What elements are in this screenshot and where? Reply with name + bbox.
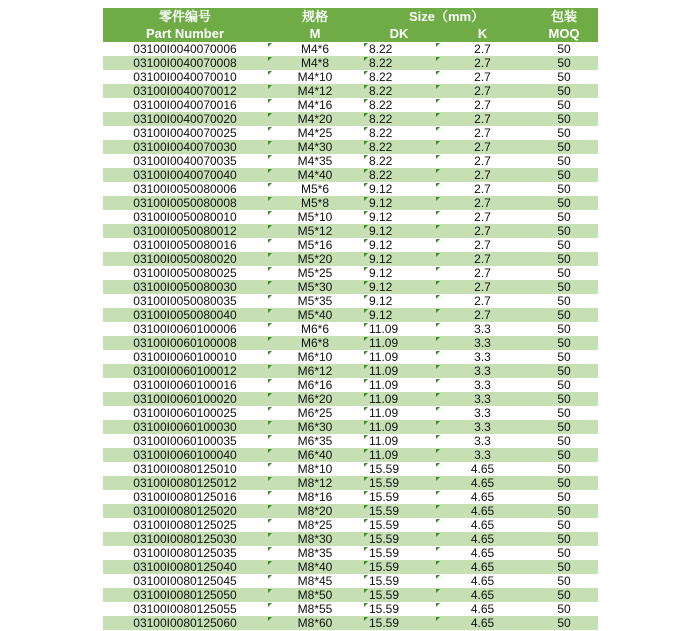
cell-dk[interactable]: 15.59 [363,616,435,630]
cell-dk[interactable]: 11.09 [363,392,435,406]
cell-dk[interactable]: 9.12 [363,266,435,280]
cell-dk[interactable]: 11.09 [363,434,435,448]
table-row [103,378,598,392]
cell-spec[interactable]: M6*8 [267,336,363,350]
cell-k[interactable]: 2.7 [435,126,530,140]
cell-moq[interactable]: 50 [530,238,598,252]
cell-k[interactable]: 3.3 [435,420,530,434]
table-row [103,182,598,196]
cell-moq[interactable]: 50 [530,84,598,98]
cell-moq[interactable]: 50 [530,616,598,630]
cell-dk[interactable]: 8.22 [363,70,435,84]
cell-k[interactable]: 2.7 [435,140,530,154]
cell-moq[interactable]: 50 [530,350,598,364]
table-row [103,602,598,616]
table-row [103,168,598,182]
cell-k[interactable]: 3.3 [435,336,530,350]
cell-dk[interactable]: 9.12 [363,294,435,308]
cell-part-number[interactable]: 03100I0080125060 [103,616,267,630]
cell-part-number[interactable]: 03100I0050080010 [103,210,267,224]
cell-k[interactable]: 2.7 [435,224,530,238]
table-row [103,70,598,84]
cell-moq[interactable]: 50 [530,406,598,420]
cell-dk[interactable]: 11.09 [363,350,435,364]
cell-k[interactable]: 4.65 [435,462,530,476]
cell-moq[interactable]: 50 [530,588,598,602]
cell-moq[interactable]: 50 [530,56,598,70]
table-row [103,364,598,378]
table-row [103,322,598,336]
cell-spec[interactable]: M6*40 [267,448,363,462]
cell-spec[interactable]: M8*30 [267,532,363,546]
cell-k[interactable]: 4.65 [435,476,530,490]
cell-moq[interactable]: 50 [530,532,598,546]
table-row [103,294,598,308]
cell-moq[interactable]: 50 [530,322,598,336]
cell-moq[interactable]: 50 [530,140,598,154]
cell-part-number[interactable]: 03100I0050080020 [103,252,267,266]
table-row [103,420,598,434]
cell-spec[interactable]: M5*12 [267,224,363,238]
cell-dk[interactable]: 9.12 [363,252,435,266]
header-dk: DK [363,25,435,42]
cell-part-number[interactable]: 03100I0080125035 [103,546,267,560]
cell-spec[interactable]: M5*8 [267,196,363,210]
cell-part-number[interactable]: 03100I0060100010 [103,350,267,364]
cell-spec[interactable]: M6*25 [267,406,363,420]
cell-part-number[interactable]: 03100I0050080012 [103,224,267,238]
cell-k[interactable]: 4.65 [435,546,530,560]
cell-dk[interactable]: 9.12 [363,238,435,252]
cell-part-number[interactable]: 03100I0040070035 [103,154,267,168]
cell-moq[interactable]: 50 [530,252,598,266]
cell-spec[interactable]: M5*10 [267,210,363,224]
cell-spec[interactable]: M5*6 [267,182,363,196]
table-row [103,406,598,420]
table-row [103,154,598,168]
cell-moq[interactable]: 50 [530,490,598,504]
cell-spec[interactable]: M4*40 [267,168,363,182]
cell-dk[interactable]: 11.09 [363,336,435,350]
cell-spec[interactable]: M6*30 [267,420,363,434]
cell-dk[interactable]: 8.22 [363,154,435,168]
cell-part-number[interactable]: 03100I0040070030 [103,140,267,154]
cell-k[interactable]: 4.65 [435,532,530,546]
cell-part-number[interactable]: 03100I0080125016 [103,490,267,504]
cell-spec[interactable]: M4*16 [267,98,363,112]
cell-k[interactable]: 4.65 [435,602,530,616]
cell-dk[interactable]: 11.09 [363,322,435,336]
table-row [103,266,598,280]
cell-dk[interactable]: 8.22 [363,84,435,98]
table-row [103,210,598,224]
table-row [103,350,598,364]
table-row [103,546,598,560]
header-moq: MOQ [530,25,598,42]
cell-part-number[interactable]: 03100I0050080035 [103,294,267,308]
cell-moq[interactable]: 50 [530,182,598,196]
table-row [103,308,598,322]
cell-k[interactable]: 2.7 [435,70,530,84]
cell-part-number[interactable]: 03100I0060100030 [103,420,267,434]
table-row [103,280,598,294]
cell-moq[interactable]: 50 [530,168,598,182]
cell-k[interactable]: 3.3 [435,322,530,336]
cell-part-number[interactable]: 03100I0040070040 [103,168,267,182]
cell-moq[interactable]: 50 [530,462,598,476]
cell-spec[interactable]: M8*45 [267,574,363,588]
cell-part-number[interactable]: 03100I0040070025 [103,126,267,140]
cell-spec[interactable]: M4*30 [267,140,363,154]
cell-moq[interactable]: 50 [530,392,598,406]
cell-moq[interactable]: 50 [530,364,598,378]
cell-spec[interactable]: M6*20 [267,392,363,406]
cell-spec[interactable]: M4*25 [267,126,363,140]
cell-spec[interactable]: M6*10 [267,350,363,364]
cell-k[interactable]: 3.3 [435,392,530,406]
cell-part-number[interactable]: 03100I0040070006 [103,42,267,56]
cell-spec[interactable]: M8*40 [267,560,363,574]
cell-part-number[interactable]: 03100I0050080040 [103,308,267,322]
cell-spec[interactable]: M5*25 [267,266,363,280]
table-row [103,84,598,98]
cell-k[interactable]: 2.7 [435,266,530,280]
cell-moq[interactable]: 50 [530,602,598,616]
header-spec-cn: 规格 [267,8,363,25]
cell-dk[interactable]: 15.59 [363,560,435,574]
cell-dk[interactable]: 15.59 [363,546,435,560]
header-pack-cn: 包装 [530,8,598,25]
cell-k[interactable]: 4.65 [435,490,530,504]
table-row [103,434,598,448]
cell-spec[interactable]: M8*25 [267,518,363,532]
cell-spec[interactable]: M4*35 [267,154,363,168]
header-row-english [103,25,598,42]
cell-part-number[interactable]: 03100I0060100008 [103,336,267,350]
cell-spec[interactable]: M8*35 [267,546,363,560]
cell-part-number[interactable]: 03100I0080125050 [103,588,267,602]
cell-spec[interactable]: M8*12 [267,476,363,490]
cell-k[interactable]: 2.7 [435,196,530,210]
cell-spec[interactable]: M5*40 [267,308,363,322]
table-row [103,462,598,476]
header-k: K [435,25,530,42]
cell-spec[interactable]: M8*60 [267,616,363,630]
cell-part-number[interactable]: 03100I0080125040 [103,560,267,574]
cell-spec[interactable]: M6*6 [267,322,363,336]
cell-part-number[interactable]: 03100I0040070008 [103,56,267,70]
cell-moq[interactable]: 50 [530,294,598,308]
cell-part-number[interactable]: 03100I0050080030 [103,280,267,294]
cell-k[interactable]: 2.7 [435,182,530,196]
table-row [103,490,598,504]
cell-part-number[interactable]: 03100I0040070020 [103,112,267,126]
cell-k[interactable]: 3.3 [435,378,530,392]
cell-k[interactable]: 2.7 [435,294,530,308]
cell-spec[interactable]: M4*10 [267,70,363,84]
table-row [103,448,598,462]
cell-spec[interactable]: M4*6 [267,42,363,56]
table-row [103,224,598,238]
table-row [103,574,598,588]
cell-part-number[interactable]: 03100I0040070012 [103,84,267,98]
cell-part-number[interactable]: 03100I0080125012 [103,476,267,490]
cell-k[interactable]: 3.3 [435,448,530,462]
cell-dk[interactable]: 9.12 [363,196,435,210]
cell-dk[interactable]: 11.09 [363,448,435,462]
header-part-number: Part Number [103,25,267,42]
cell-spec[interactable]: M6*16 [267,378,363,392]
cell-part-number[interactable]: 03100I0060100020 [103,392,267,406]
cell-k[interactable]: 2.7 [435,42,530,56]
cell-k[interactable]: 2.7 [435,154,530,168]
table-row [103,616,598,630]
cell-k[interactable]: 3.3 [435,364,530,378]
cell-k[interactable]: 2.7 [435,112,530,126]
cell-moq[interactable]: 50 [530,518,598,532]
table-row [103,336,598,350]
cell-moq[interactable]: 50 [530,476,598,490]
cell-moq[interactable]: 50 [530,210,598,224]
table-row [103,42,598,56]
cell-k[interactable]: 2.7 [435,56,530,70]
cell-moq[interactable]: 50 [530,126,598,140]
cell-dk[interactable]: 15.59 [363,574,435,588]
cell-part-number[interactable]: 03100I0040070010 [103,70,267,84]
cell-spec[interactable]: M8*50 [267,588,363,602]
cell-moq[interactable]: 50 [530,308,598,322]
cell-spec[interactable]: M6*35 [267,434,363,448]
cell-k[interactable]: 3.3 [435,406,530,420]
cell-k[interactable]: 2.7 [435,210,530,224]
header-row-chinese [103,8,598,25]
table-row [103,252,598,266]
cell-dk[interactable]: 8.22 [363,98,435,112]
cell-part-number[interactable]: 03100I0040070016 [103,98,267,112]
table-row [103,588,598,602]
cell-dk[interactable]: 11.09 [363,364,435,378]
table-row [103,238,598,252]
cell-spec[interactable]: M5*35 [267,294,363,308]
table-row [103,476,598,490]
table-row [103,196,598,210]
cell-part-number[interactable]: 03100I0060100012 [103,364,267,378]
cell-spec[interactable]: M8*10 [267,462,363,476]
cell-part-number[interactable]: 03100I0060100035 [103,434,267,448]
cell-part-number[interactable]: 03100I0050080008 [103,196,267,210]
cell-part-number[interactable]: 03100I0080125045 [103,574,267,588]
header-m: M [267,25,363,42]
table-row [103,392,598,406]
cell-moq[interactable]: 50 [530,574,598,588]
cell-part-number[interactable]: 03100I0050080016 [103,238,267,252]
cell-dk[interactable]: 15.59 [363,602,435,616]
cell-moq[interactable]: 50 [530,42,598,56]
cell-dk[interactable]: 15.59 [363,518,435,532]
cell-dk[interactable]: 8.22 [363,42,435,56]
cell-k[interactable]: 4.65 [435,518,530,532]
table-row [103,56,598,70]
cell-k[interactable]: 4.65 [435,560,530,574]
table-row [103,98,598,112]
cell-dk[interactable]: 8.22 [363,140,435,154]
cell-spec[interactable]: M6*12 [267,364,363,378]
cell-part-number[interactable]: 03100I0080125010 [103,462,267,476]
cell-dk[interactable]: 15.59 [363,490,435,504]
cell-moq[interactable]: 50 [530,434,598,448]
cell-part-number[interactable]: 03100I0080125055 [103,602,267,616]
cell-dk[interactable]: 15.59 [363,504,435,518]
cell-moq[interactable]: 50 [530,280,598,294]
cell-moq[interactable]: 50 [530,420,598,434]
cell-k[interactable]: 4.65 [435,504,530,518]
cell-dk[interactable]: 8.22 [363,126,435,140]
table-row [103,504,598,518]
cell-part-number[interactable]: 03100I0080125025 [103,518,267,532]
cell-dk[interactable]: 9.12 [363,210,435,224]
cell-dk[interactable]: 9.12 [363,224,435,238]
cell-moq[interactable]: 50 [530,448,598,462]
cell-part-number[interactable]: 03100I0060100006 [103,322,267,336]
cell-part-number[interactable]: 03100I0060100040 [103,448,267,462]
cell-spec[interactable]: M4*8 [267,56,363,70]
cell-spec[interactable]: M4*20 [267,112,363,126]
cell-spec[interactable]: M8*55 [267,602,363,616]
cell-k[interactable]: 2.7 [435,308,530,322]
cell-moq[interactable]: 50 [530,266,598,280]
spec-sheet [103,8,598,630]
table-row [103,140,598,154]
cell-dk[interactable]: 9.12 [363,280,435,294]
cell-dk[interactable]: 15.59 [363,462,435,476]
header-part-cn: 零件编号 [103,8,267,25]
cell-part-number[interactable]: 03100I0080125030 [103,532,267,546]
cell-part-number[interactable]: 03100I0060100025 [103,406,267,420]
cell-moq[interactable]: 50 [530,98,598,112]
cell-moq[interactable]: 50 [530,224,598,238]
cell-spec[interactable]: M5*30 [267,280,363,294]
table-header [103,8,598,42]
table-row [103,532,598,546]
cell-part-number[interactable]: 03100I0050080025 [103,266,267,280]
table-row [103,518,598,532]
cell-moq[interactable]: 50 [530,560,598,574]
cell-dk[interactable]: 15.59 [363,588,435,602]
header-size-cn: Size（mm） [363,8,530,25]
cell-k[interactable]: 2.7 [435,168,530,182]
cell-moq[interactable]: 50 [530,378,598,392]
cell-dk[interactable]: 15.59 [363,532,435,546]
cell-dk[interactable]: 8.22 [363,112,435,126]
cell-dk[interactable]: 9.12 [363,182,435,196]
cell-moq[interactable]: 50 [530,336,598,350]
table-row [103,126,598,140]
fastener-spec-table [103,8,598,630]
table-row [103,112,598,126]
cell-k[interactable]: 4.65 [435,616,530,630]
cell-part-number[interactable]: 03100I0060100016 [103,378,267,392]
cell-dk[interactable]: 11.09 [363,378,435,392]
cell-part-number[interactable]: 03100I0080125020 [103,504,267,518]
cell-moq[interactable]: 50 [530,546,598,560]
cell-moq[interactable]: 50 [530,70,598,84]
cell-k[interactable]: 2.7 [435,252,530,266]
cell-moq[interactable]: 50 [530,196,598,210]
cell-dk[interactable]: 11.09 [363,406,435,420]
table-body [103,42,598,630]
cell-k[interactable]: 2.7 [435,98,530,112]
cell-k[interactable]: 3.3 [435,350,530,364]
cell-k[interactable]: 4.65 [435,574,530,588]
cell-dk[interactable]: 15.59 [363,476,435,490]
cell-part-number[interactable]: 03100I0050080006 [103,182,267,196]
cell-moq[interactable]: 50 [530,504,598,518]
cell-k[interactable]: 2.7 [435,84,530,98]
cell-moq[interactable]: 50 [530,154,598,168]
table-row [103,560,598,574]
cell-dk[interactable]: 8.22 [363,168,435,182]
cell-k[interactable]: 3.3 [435,434,530,448]
cell-spec[interactable]: M4*12 [267,84,363,98]
cell-k[interactable]: 2.7 [435,238,530,252]
cell-moq[interactable]: 50 [530,112,598,126]
cell-spec[interactable]: M8*20 [267,504,363,518]
cell-dk[interactable]: 8.22 [363,56,435,70]
cell-k[interactable]: 2.7 [435,280,530,294]
cell-spec[interactable]: M5*20 [267,252,363,266]
cell-k[interactable]: 4.65 [435,588,530,602]
cell-spec[interactable]: M5*16 [267,238,363,252]
cell-dk[interactable]: 11.09 [363,420,435,434]
cell-dk[interactable]: 9.12 [363,308,435,322]
cell-spec[interactable]: M8*16 [267,490,363,504]
